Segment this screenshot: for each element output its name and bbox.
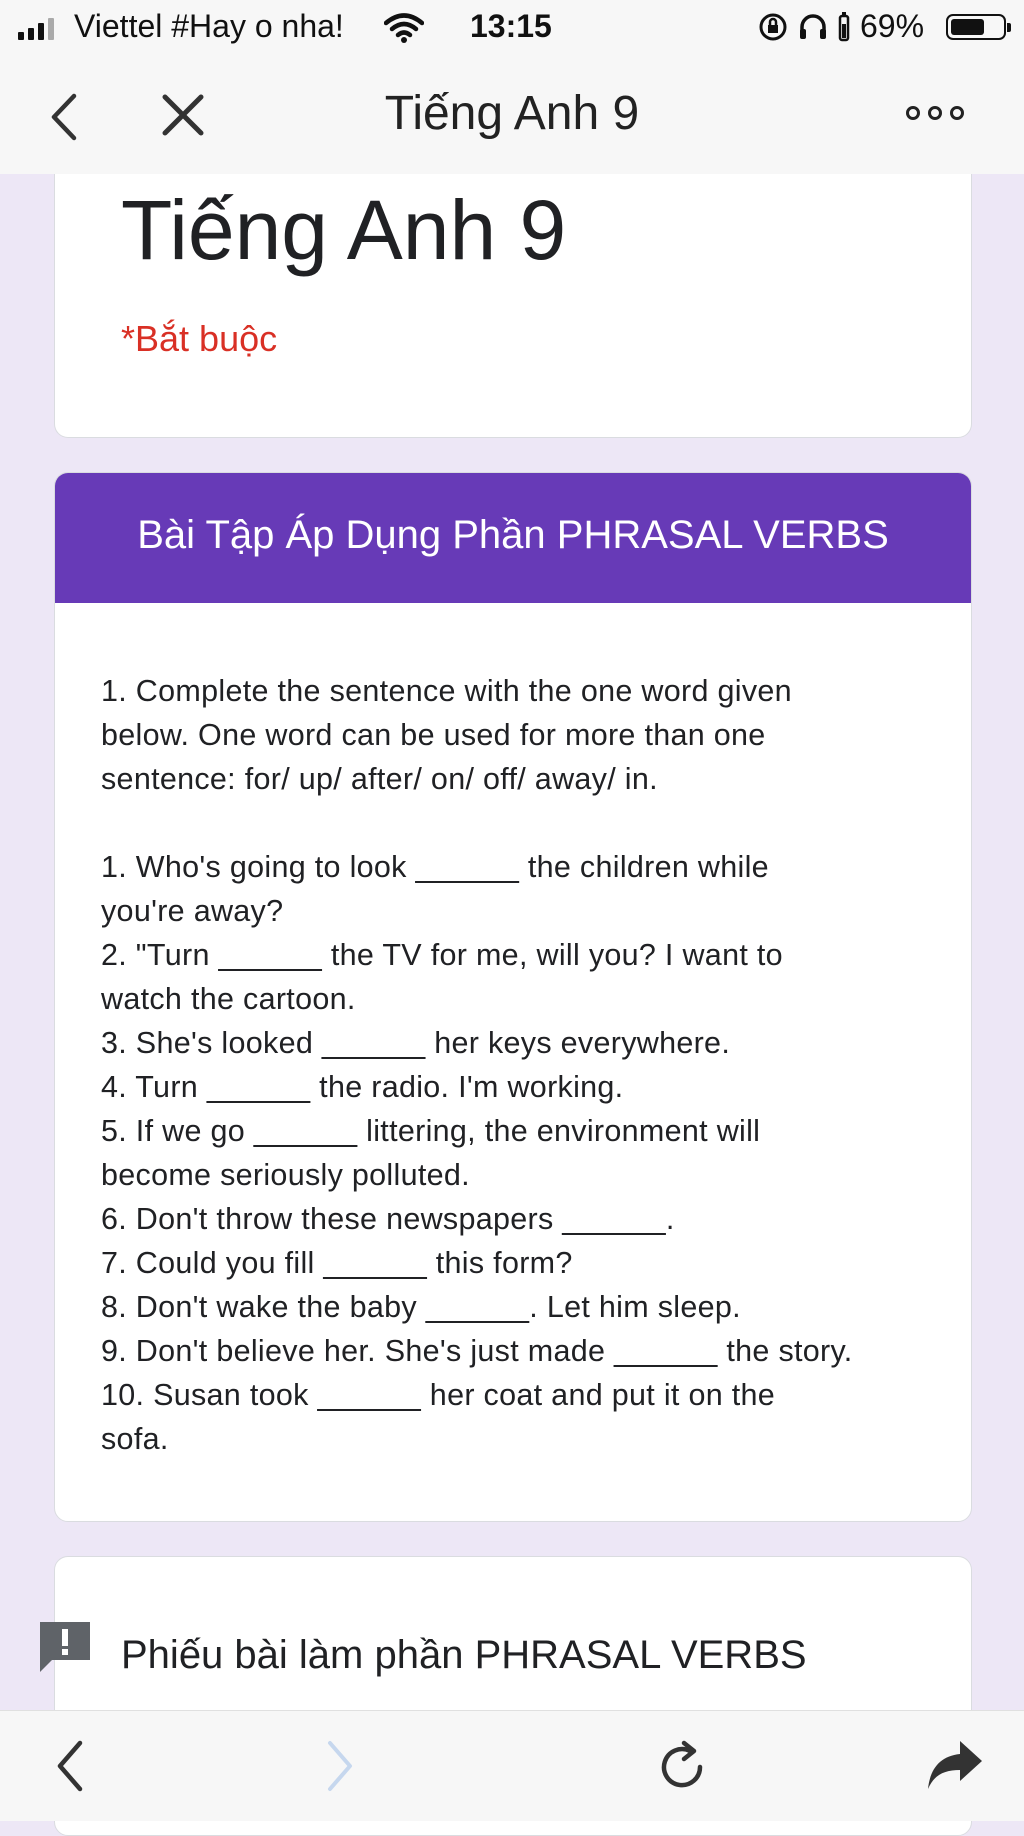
report-icon[interactable] <box>38 1620 92 1674</box>
exercise-line: become seriously polluted. <box>101 1158 470 1192</box>
headphones-icon <box>798 12 828 42</box>
exercise-line: watch the cartoon. <box>101 982 356 1016</box>
carrier-name: Viettel #Hay o nha! <box>74 8 344 44</box>
exercise-line: 7. Could you fill ______ this form? <box>101 1246 573 1280</box>
form-title: Tiếng Anh 9 <box>121 183 567 277</box>
exercise-line: 8. Don't wake the baby ______. Let him sleep. <box>101 1290 741 1324</box>
battery-percent: 69% <box>860 8 925 44</box>
wifi-icon <box>384 12 424 44</box>
exercise-line: 9. Don't believe her. She's just made ______ the story. <box>101 1334 853 1368</box>
orientation-lock-icon <box>758 12 788 42</box>
reload-icon[interactable] <box>654 1739 710 1795</box>
question-title: Phiếu bài làm phần PHRASAL VERBS <box>121 1633 807 1677</box>
form-header-card <box>54 174 972 438</box>
clock: 13:15 <box>470 8 552 44</box>
more-icon[interactable] <box>906 106 964 120</box>
exercise-line: 5. If we go ______ littering, the environment will <box>101 1114 761 1148</box>
page-title: Tiếng Anh 9 <box>384 87 640 140</box>
required-note: *Bắt buộc <box>121 318 278 359</box>
exercise-line: 1. Who's going to look ______ the children while <box>101 850 769 884</box>
section-header <box>55 473 971 603</box>
forward-icon[interactable] <box>322 1739 358 1793</box>
share-icon[interactable] <box>926 1739 984 1791</box>
battery-level <box>951 19 984 35</box>
instruction-line: 1. Complete the sentence with the one word given <box>101 674 792 708</box>
exercise-line: 10. Susan took ______ her coat and put it on the <box>101 1378 776 1412</box>
exercise-line: 6. Don't throw these newspapers ______. <box>101 1202 675 1236</box>
status-bar <box>0 0 1024 56</box>
accessory-battery-icon <box>838 12 850 42</box>
exercise-line: sofa. <box>101 1422 169 1456</box>
signal-icon <box>18 18 54 40</box>
section-description <box>101 669 941 1461</box>
browser-nav-bar <box>0 56 1024 174</box>
instruction-line: sentence: for/ up/ after/ on/ off/ away/ in. <box>101 762 658 796</box>
exercise-line: you're away? <box>101 894 284 928</box>
section-title: Bài Tập Áp Dụng Phần PHRASAL VERBS <box>137 513 889 557</box>
exercise-line: 3. She's looked ______ her keys everywhere. <box>101 1026 731 1060</box>
exercise-line: 4. Turn ______ the radio. I'm working. <box>101 1070 624 1104</box>
battery-icon <box>946 14 1006 40</box>
instruction-line: below. One word can be used for more than one <box>101 718 766 752</box>
section-card <box>54 472 972 1522</box>
back-icon[interactable] <box>52 1739 88 1793</box>
browser-toolbar <box>0 1710 1024 1821</box>
exercise-line: 2. "Turn ______ the TV for me, will you? I want to <box>101 938 783 972</box>
